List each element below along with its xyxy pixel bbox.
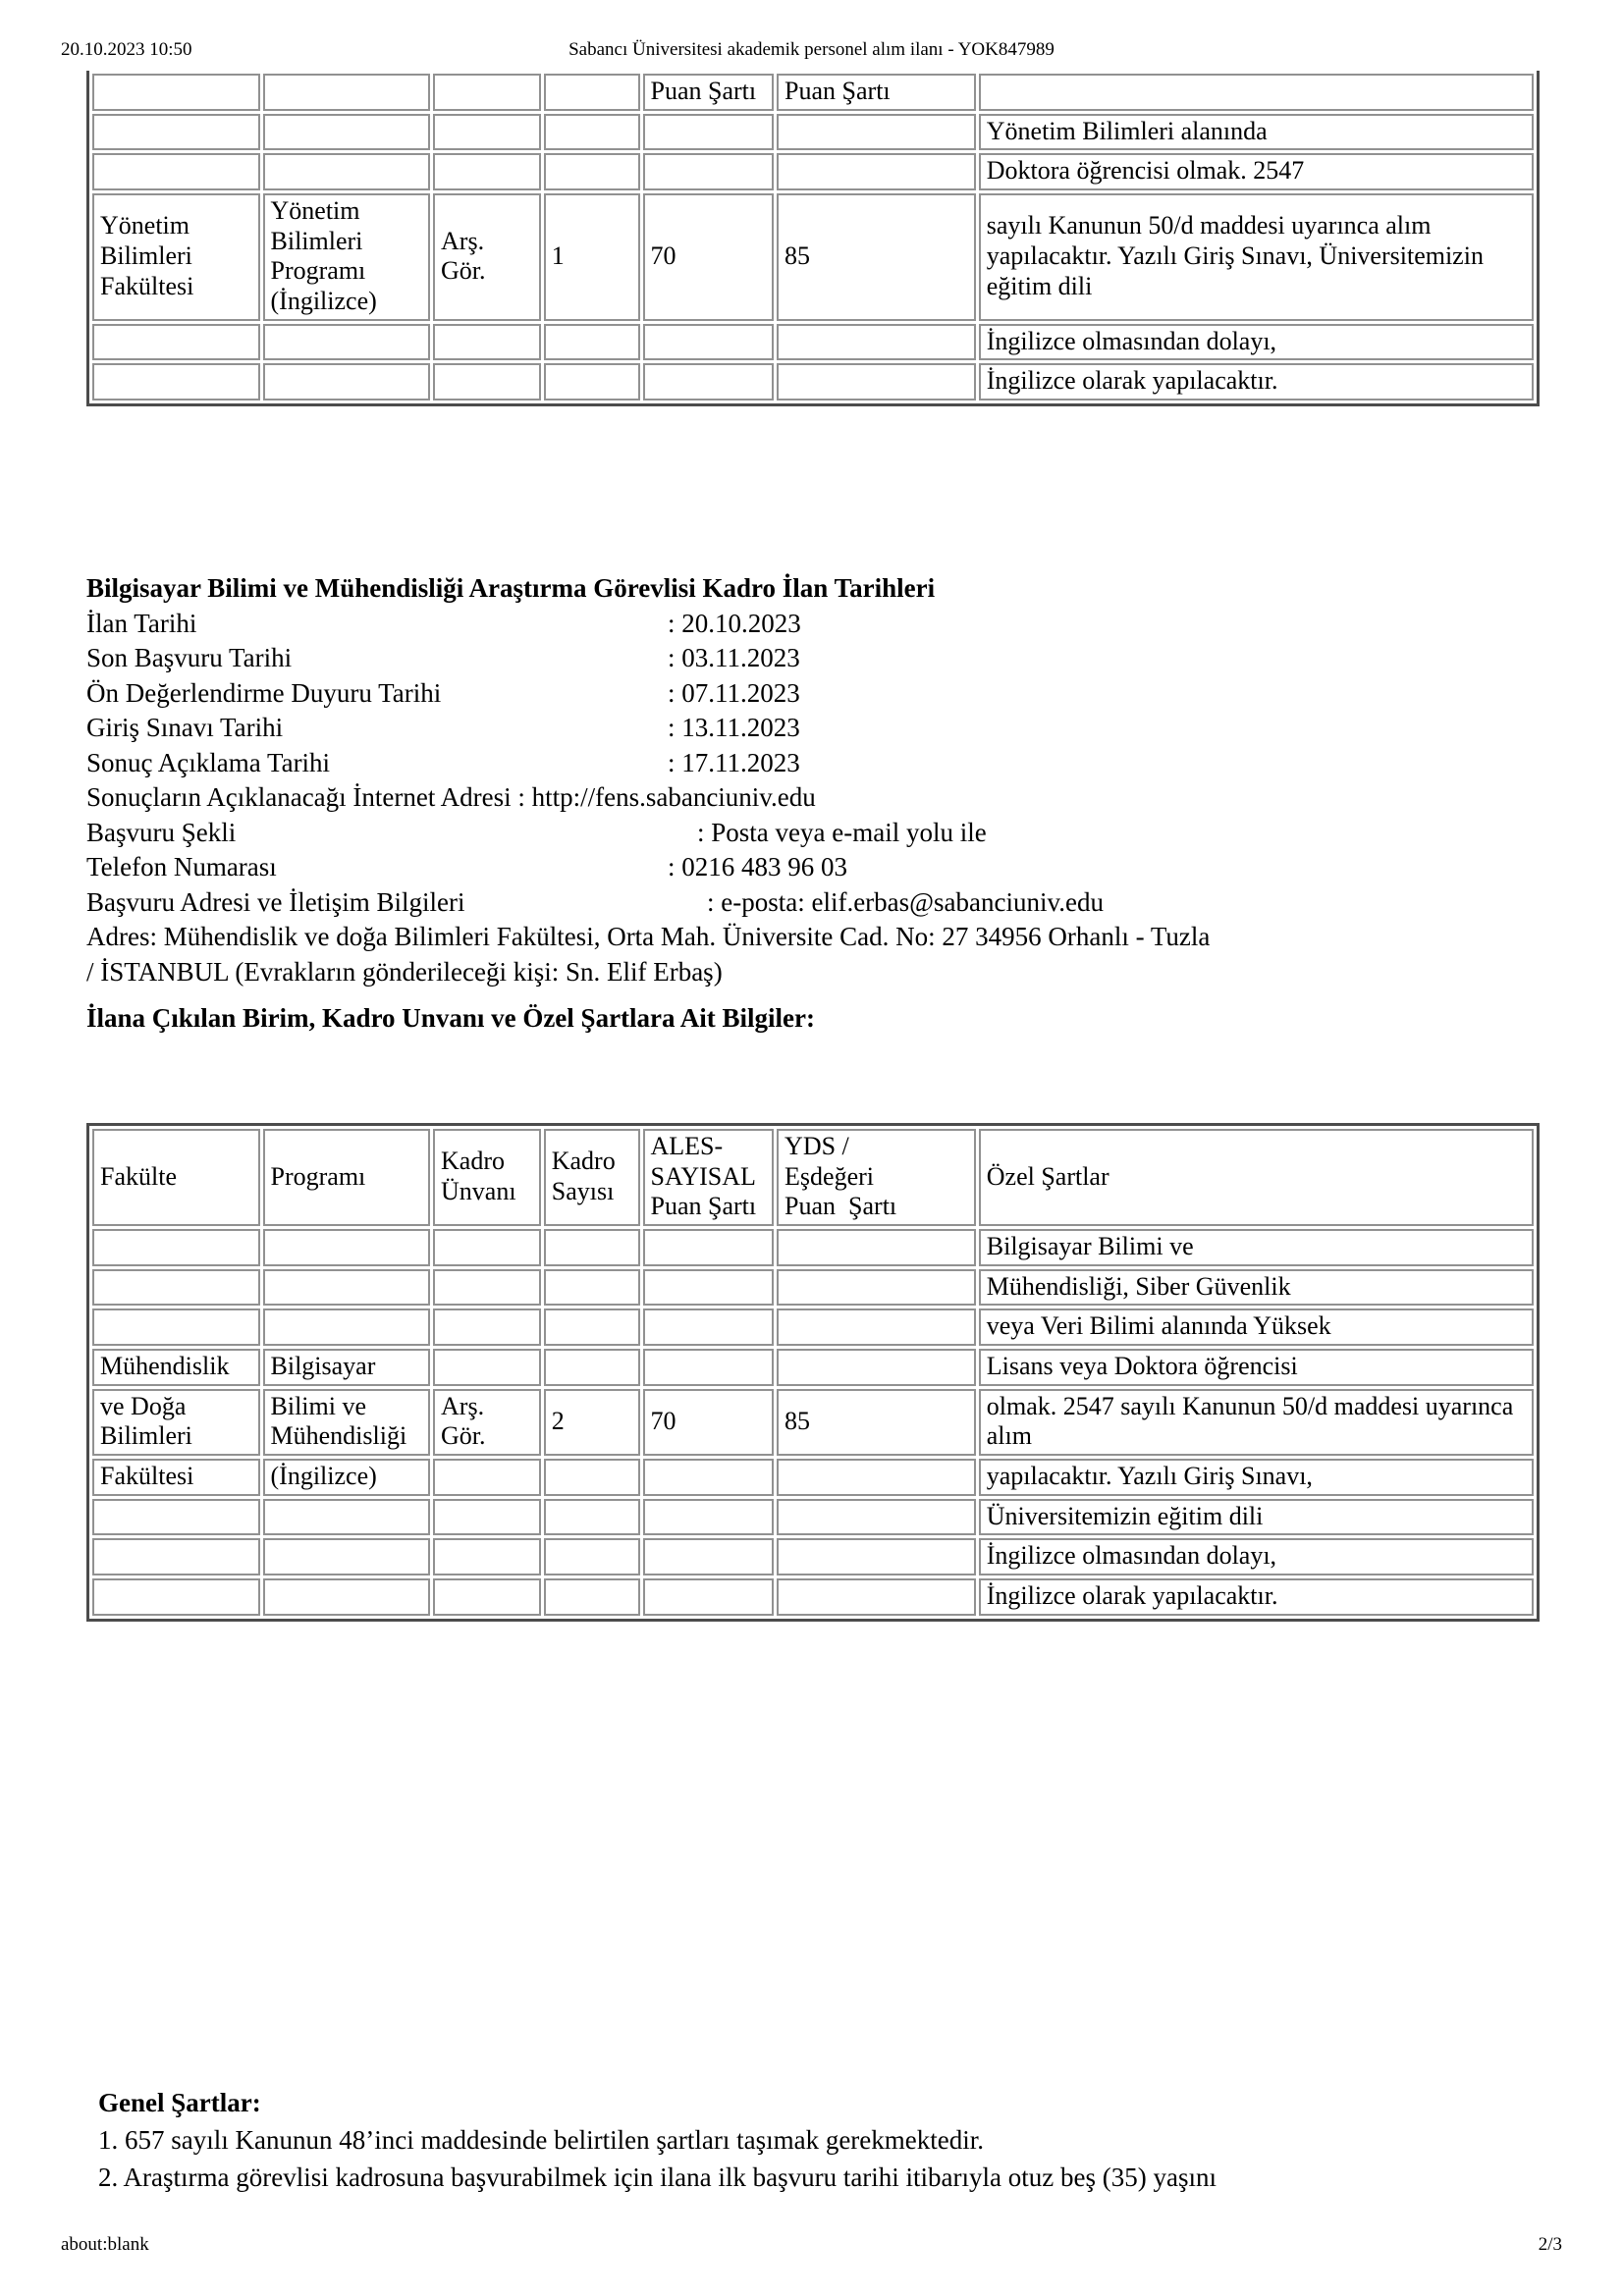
internet-adresi-line: Sonuçların Açıklanacağı İnternet Adresi : http://fens.sabanciuniv.edu <box>86 782 816 812</box>
cell <box>544 1229 640 1266</box>
cell <box>777 363 976 400</box>
program-cell: Bilimi ve Mühendisliği <box>263 1389 431 1456</box>
cell <box>777 1269 976 1307</box>
ozel-sartlar-cell: veya Veri Bilimi alanında Yüksek <box>979 1308 1534 1346</box>
table-row <box>92 114 1534 151</box>
column-header-yds-puan-sarti: Puan Şartı <box>777 74 976 111</box>
date-value: : 03.11.2023 <box>668 643 800 672</box>
cell <box>92 1308 260 1346</box>
print-header-title: Sabancı Üniversitesi akademik personel alım ilanı - YOK847989 <box>568 39 1055 60</box>
print-header <box>0 37 1623 63</box>
cell <box>643 1499 775 1536</box>
column-header-ales-puan-sarti: Puan Şartı <box>643 74 775 111</box>
ozel-sartlar-cell: yapılacaktır. Yazılı Giriş Sınavı, <box>979 1459 1534 1496</box>
ozel-sartlar-cell: İngilizce olarak yapılacaktır. <box>979 363 1534 400</box>
ales-puan-cell: 70 <box>643 1389 775 1456</box>
cell <box>643 1578 775 1616</box>
column-header-kadro-sayisi: Kadro Sayısı <box>544 1129 640 1226</box>
date-row-son-basvuru: Son Başvuru Tarihi : 03.11.2023 <box>86 641 1540 676</box>
cell <box>643 114 775 151</box>
cell <box>777 1538 976 1575</box>
yds-puan-cell: 85 <box>777 1389 976 1456</box>
print-footer <box>0 2232 1623 2258</box>
table-row <box>92 153 1534 190</box>
genel-sartlar-item-1: 1. 657 sayılı Kanunun 48’inci maddesinde belirtilen şartları taşımak gerekmektedir. <box>98 2125 985 2155</box>
ozel-sartlar-cell: Mühendisliği, Siber Güvenlik <box>979 1269 1534 1307</box>
cell <box>433 363 541 400</box>
date-value: : 17.11.2023 <box>668 747 800 777</box>
date-value: : 20.10.2023 <box>668 608 801 638</box>
ozel-sartlar-cell: olmak. 2547 sayılı Kanunun 50/d maddesi uyarınca alım <box>979 1389 1534 1456</box>
table-row <box>92 1349 1534 1386</box>
cell <box>433 153 541 190</box>
table-1-wrapper <box>86 71 1540 406</box>
program-cell: Yönetim Bilimleri Programı (İngilizce) <box>263 193 431 321</box>
kadro-ilan-tarihleri-block <box>86 571 1540 989</box>
cell <box>263 1308 431 1346</box>
program-cell: (İngilizce) <box>263 1459 431 1496</box>
cell <box>777 1499 976 1536</box>
cell <box>433 114 541 151</box>
yds-puan-cell: 85 <box>777 193 976 321</box>
column-header-kadro-unvani: Kadro Ünvanı <box>433 1129 541 1226</box>
column-header-fakulte: Fakülte <box>92 1129 260 1226</box>
cell <box>777 324 976 361</box>
cell <box>92 153 260 190</box>
fakulte-cell: ve Doğa Bilimleri <box>92 1389 260 1456</box>
fakulte-cell: Mühendislik <box>92 1349 260 1386</box>
cell <box>263 114 431 151</box>
column-header-programi: Programı <box>263 1129 431 1226</box>
ozel-sartlar-cell: İngilizce olmasından dolayı, <box>979 1538 1534 1575</box>
genel-sartlar-item-2: 2. Araştırma görevlisi kadrosuna başvurabilmek için ilana ilk başvuru tarihi itibarıyla otuz beş (35) yaşını <box>98 2163 1217 2192</box>
kadro-sayisi-cell: 2 <box>544 1389 640 1456</box>
kadro-unvani-cell: Arş. Gör. <box>433 193 541 321</box>
date-row-sonuc-aciklama: Sonuç Açıklama Tarihi : 17.11.2023 <box>86 746 1540 781</box>
page-section-heading: İlana Çıkılan Birim, Kadro Unvanı ve Özel Şartlara Ait Bilgiler: <box>86 1003 815 1033</box>
cell <box>433 1538 541 1575</box>
date-row-giris-sinavi: Giriş Sınavı Tarihi : 13.11.2023 <box>86 711 1540 746</box>
cell <box>544 1538 640 1575</box>
address-line-2: / İSTANBUL (Evrakların gönderileceği kişi: Sn. Elif Erbaş) <box>86 956 723 987</box>
kadro-sayisi-cell: 1 <box>544 193 640 321</box>
cell <box>92 114 260 151</box>
cell <box>777 1349 976 1386</box>
kadro-table-bilgisayar-bilimi <box>86 1123 1540 1622</box>
table-row <box>92 1578 1534 1616</box>
table-row <box>92 1538 1534 1575</box>
cell <box>263 1538 431 1575</box>
cell <box>643 1538 775 1575</box>
cell <box>433 1308 541 1346</box>
cell <box>433 1349 541 1386</box>
cell <box>263 1499 431 1536</box>
cell <box>544 1308 640 1346</box>
program-cell: Bilgisayar <box>263 1349 431 1386</box>
cell <box>92 1229 260 1266</box>
cell <box>433 1269 541 1307</box>
table-row <box>92 1499 1534 1536</box>
ales-puan-cell: 70 <box>643 193 775 321</box>
cell <box>433 324 541 361</box>
cell <box>643 363 775 400</box>
telefon-row: Telefon Numarası : 0216 483 96 03 <box>86 850 1540 885</box>
table-row <box>92 1269 1534 1307</box>
cell <box>92 1578 260 1616</box>
cell <box>263 1269 431 1307</box>
column-header-ales-sayisal: ALES- SAYISAL Puan Şartı <box>643 1129 775 1226</box>
cell <box>433 74 541 111</box>
basvuru-sekli-row: Başvuru Şekli : Posta veya e-mail yolu ile <box>86 816 1540 851</box>
table-row <box>92 1459 1534 1496</box>
date-value: : 13.11.2023 <box>668 713 800 742</box>
cell <box>433 1459 541 1496</box>
table-row <box>92 1389 1534 1456</box>
cell <box>544 1459 640 1496</box>
cell <box>544 153 640 190</box>
cell <box>92 1269 260 1307</box>
table-row <box>92 1229 1534 1266</box>
ozel-sartlar-cell: sayılı Kanunun 50/d maddesi uyarınca alım yapılacaktır. Yazılı Giriş Sınavı, Üniversitemizin eğitim dili <box>979 193 1534 321</box>
table-row <box>92 324 1534 361</box>
cell <box>92 1499 260 1536</box>
ozel-sartlar-cell: Lisans veya Doktora öğrencisi <box>979 1349 1534 1386</box>
cell <box>777 114 976 151</box>
telefon-value: : 0216 483 96 03 <box>668 852 848 881</box>
cell <box>263 1229 431 1266</box>
ozel-sartlar-cell: Yönetim Bilimleri alanında <box>979 114 1534 151</box>
cell <box>544 114 640 151</box>
cell <box>643 1308 775 1346</box>
cell <box>433 1229 541 1266</box>
table-row <box>92 363 1534 400</box>
date-value: : 07.11.2023 <box>668 677 800 708</box>
column-header-yds-esdegeri: YDS / Eşdeğeri Puan Şartı <box>777 1129 976 1226</box>
ozel-sartlar-cell: İngilizce olmasından dolayı, <box>979 324 1534 361</box>
ozel-sartlar-cell: Doktora öğrencisi olmak. 2547 <box>979 153 1534 190</box>
cell <box>777 1229 976 1266</box>
fakulte-cell: Yönetim Bilimleri Fakültesi <box>92 193 260 321</box>
cell <box>544 324 640 361</box>
cell <box>643 1269 775 1307</box>
iletisim-value: : e-posta: elif.erbas@sabanciuniv.edu <box>707 886 1104 917</box>
kadro-unvani-cell: Arş. Gör. <box>433 1389 541 1456</box>
cell <box>777 153 976 190</box>
date-row-ilan-tarihi: İlan Tarihi : 20.10.2023 <box>86 607 1540 642</box>
date-row-on-degerlendirme: Ön Değerlendirme Duyuru Tarihi : 07.11.2023 <box>86 676 1540 712</box>
cell <box>777 1578 976 1616</box>
cell <box>544 363 640 400</box>
ozel-sartlar-cell: İngilizce olarak yapılacaktır. <box>979 1578 1534 1616</box>
fakulte-cell: Fakültesi <box>92 1459 260 1496</box>
cell <box>979 74 1534 111</box>
table-2-wrapper <box>86 1123 1540 1622</box>
cell <box>92 363 260 400</box>
address-line-1: Adres: Mühendislik ve doğa Bilimleri Fakültesi, Orta Mah. Üniversite Cad. No: 27 34956 Orhanlı - Tuzla <box>86 922 1211 951</box>
cell <box>433 1499 541 1536</box>
dates-block-title: Bilgisayar Bilimi ve Mühendisliği Araştırma Görevlisi Kadro İlan Tarihleri <box>86 573 936 603</box>
basvuru-sekli-value: : Posta veya e-mail yolu ile <box>697 817 987 847</box>
print-footer-page-number: 2/3 <box>1538 2234 1562 2255</box>
ozel-sartlar-cell: Bilgisayar Bilimi ve <box>979 1229 1534 1266</box>
ozel-sartlar-cell: Üniversitemizin eğitim dili <box>979 1499 1534 1536</box>
cell <box>263 74 431 111</box>
kadro-table-yonetim-bilimleri <box>86 71 1540 406</box>
cell <box>544 1578 640 1616</box>
cell <box>544 1499 640 1536</box>
genel-sartlar-block <box>86 2084 1559 2196</box>
cell <box>92 324 260 361</box>
cell <box>263 153 431 190</box>
table-header-row <box>92 1129 1534 1226</box>
cell <box>263 363 431 400</box>
cell <box>643 153 775 190</box>
cell <box>544 74 640 111</box>
cell <box>643 1349 775 1386</box>
iletisim-row: Başvuru Adresi ve İletişim Bilgileri : e-posta: elif.erbas@sabanciuniv.edu <box>86 885 1540 921</box>
cell <box>643 1459 775 1496</box>
print-footer-url: about:blank <box>61 2234 149 2255</box>
table-row <box>92 1308 1534 1346</box>
cell <box>433 1578 541 1616</box>
cell <box>92 74 260 111</box>
cell <box>544 1269 640 1307</box>
table-row <box>92 193 1534 321</box>
genel-sartlar-title: Genel Şartlar: <box>98 2088 261 2117</box>
table-row <box>92 74 1534 111</box>
cell <box>544 1349 640 1386</box>
cell <box>263 1578 431 1616</box>
cell <box>777 1459 976 1496</box>
cell <box>777 1308 976 1346</box>
cell <box>643 324 775 361</box>
cell <box>643 1229 775 1266</box>
cell <box>263 324 431 361</box>
print-header-date: 20.10.2023 10:50 <box>61 39 192 60</box>
cell <box>92 1538 260 1575</box>
column-header-ozel-sartlar: Özel Şartlar <box>979 1129 1534 1226</box>
